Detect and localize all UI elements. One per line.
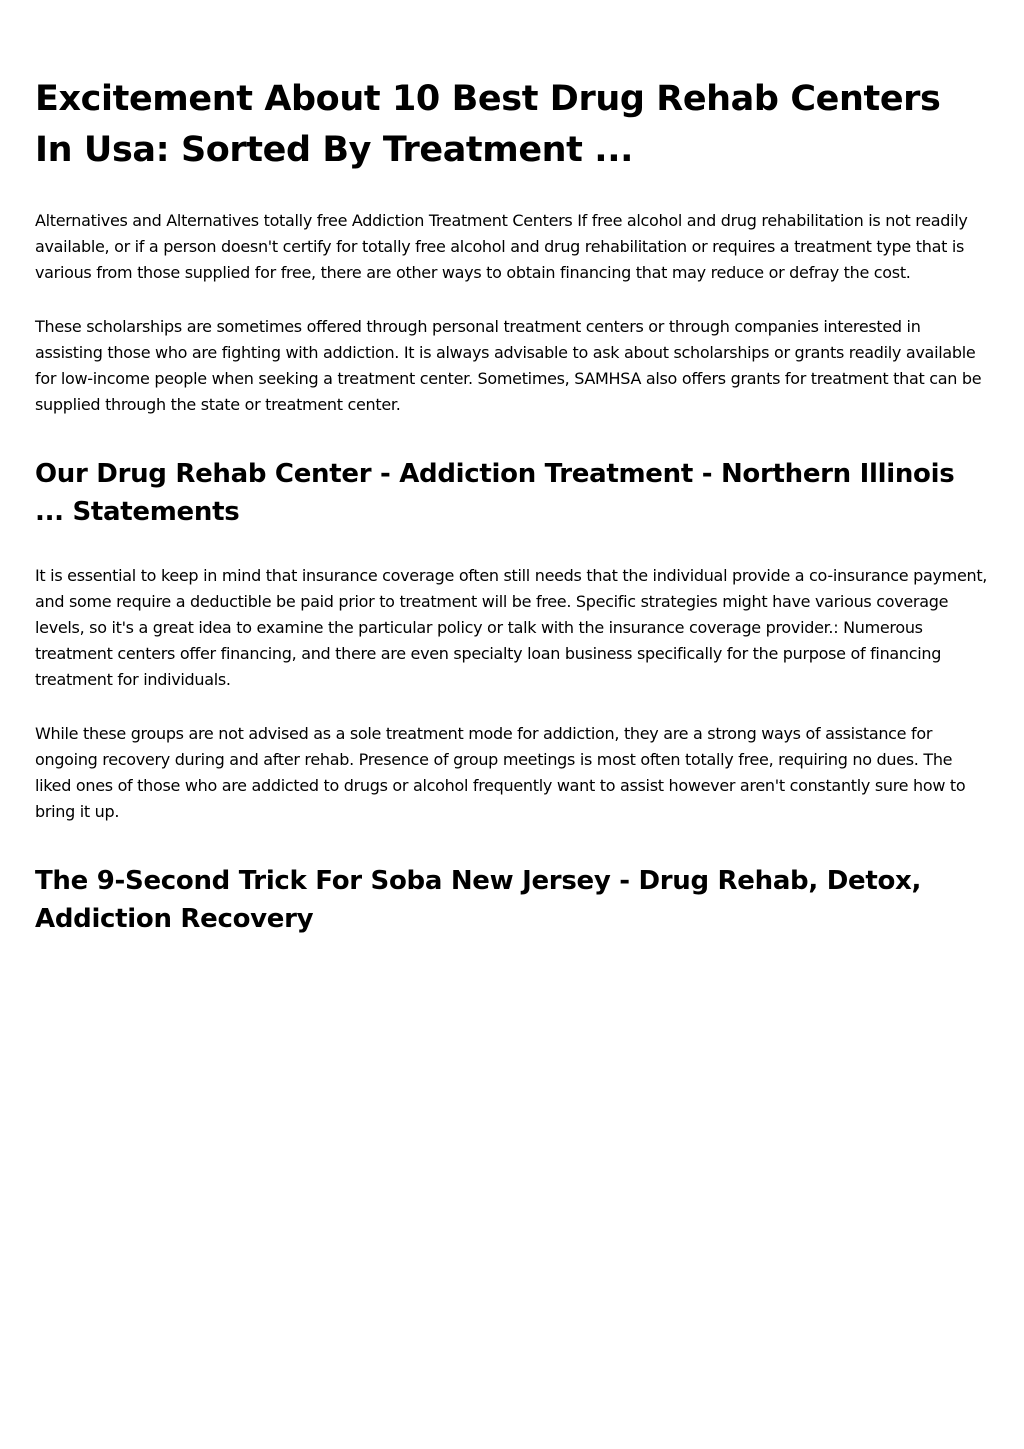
- page-title: Excitement About 10 Best Drug Rehab Centers In Usa: Sorted By Treatment ...: [35, 79, 941, 170]
- section-heading-soba-new-jersey: The 9-Second Trick For Soba New Jersey - Drug Rehab, Detox, Addiction Recovery: [35, 866, 922, 934]
- paragraph-insurance: It is essential to keep in mind that insurance coverage often still needs that the individual provide a co-insurance payment, and some require a deductible be paid prior to treatment will be free. Specific strategies might have various coverage levels, so it's a great idea to examine the particular policy or talk with the insurance coverage provider.: Numerous treatment centers offer financing, and there are even specialty loan business specifically for the purpose of financing treatment for individuals.: [35, 566, 988, 689]
- paragraph-groups: While these groups are not advised as a sole treatment mode for addiction, they are a strong ways of assistance for ongoing recovery during and after rehab. Presence of group meetings is most often totally free, requiring no dues. The liked ones of those who are addicted to drugs or alcohol frequently want to assist however aren't constantly sure how to bring it up.: [35, 724, 966, 821]
- paragraph-scholarships: These scholarships are sometimes offered through personal treatment centers or through companies interested in assisting those who are fighting with addiction. It is always advisable to ask about scholarships or grants readily available for low-income people when seeking a treatment center. Sometimes, SAMHSA also offers grants for treatment that can be supplied through the state or treatment center.: [35, 317, 982, 414]
- section-heading-drug-rehab-center: Our Drug Rehab Center - Addiction Treatment - Northern Illinois ... Statements: [35, 459, 955, 527]
- paragraph-alternatives: Alternatives and Alternatives totally free Addiction Treatment Centers If free alcohol and drug rehabilitation is not readily available, or if a person doesn't certify for totally free alcohol and drug rehabilitation or requires a treatment type that is various from those supplied for free, there are other ways to obtain financing that may reduce or defray the cost.: [35, 211, 968, 282]
